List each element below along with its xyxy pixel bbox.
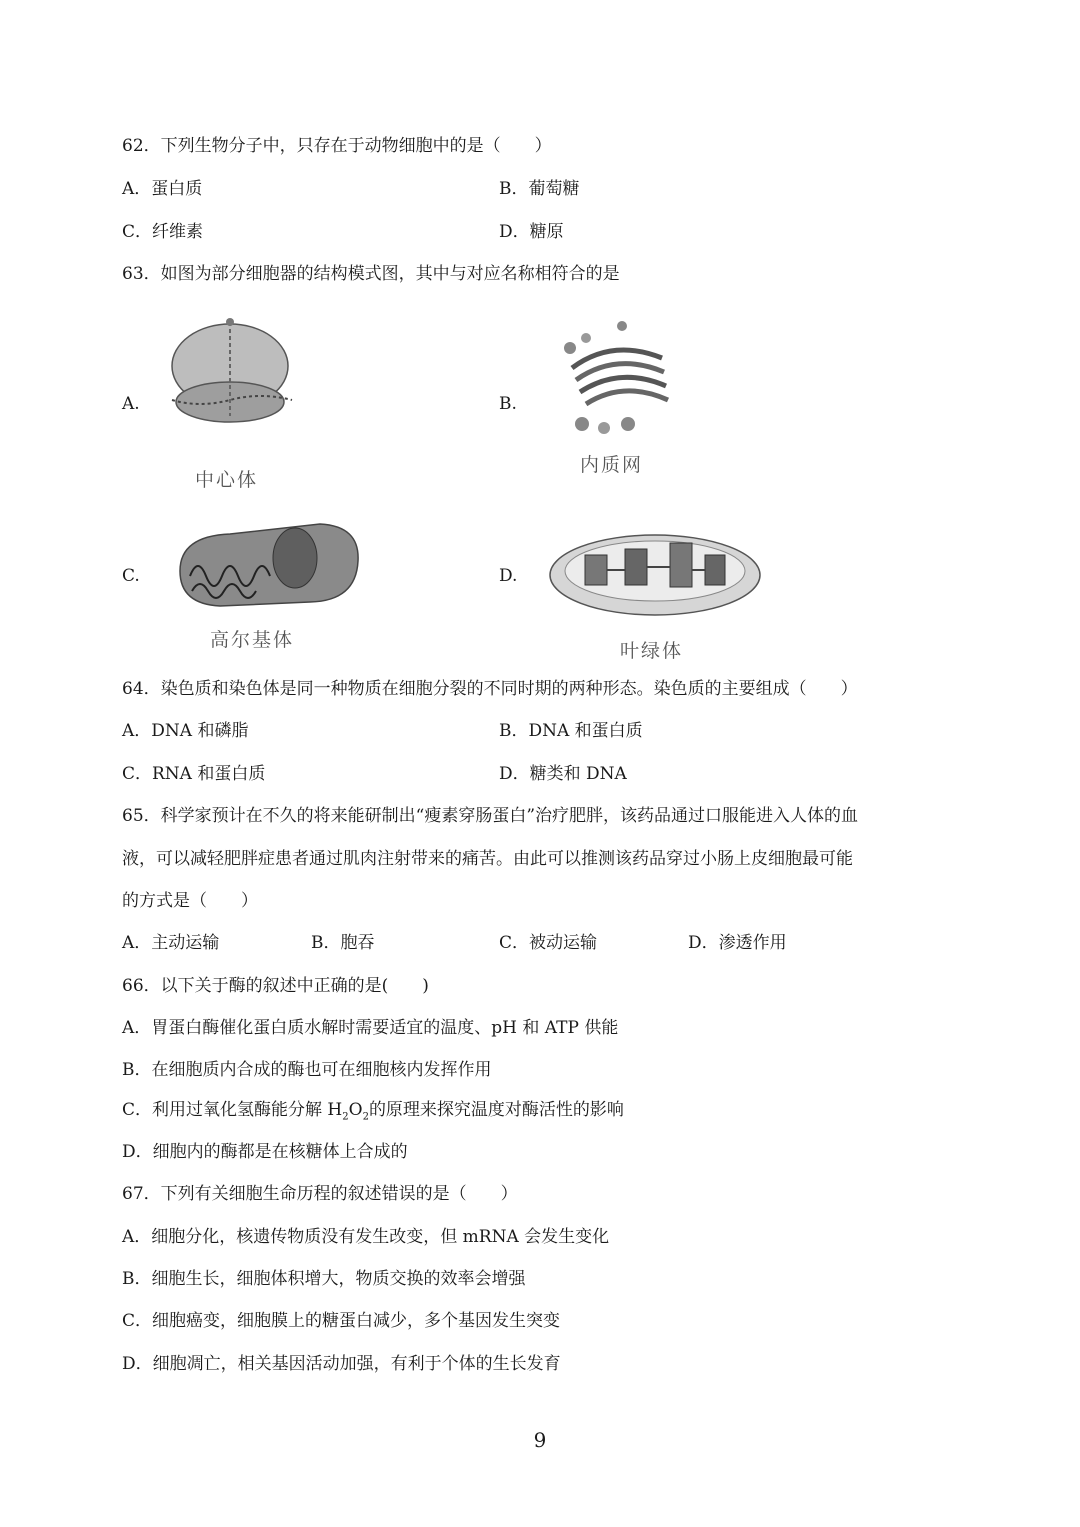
q66-option-c: C．利用过氧化氢酶能分解 $H_2O_2$的原理来探究温度对酶活性的影响 xyxy=(122,1100,624,1123)
q64-stem: 64．染色质和染色体是同一种物质在细胞分裂的不同时期的两种形态。染色质的主要组成（ ） xyxy=(122,679,858,699)
figure-a-ribosome xyxy=(160,316,300,426)
q67-option-d: D．细胞凋亡，相关基因活动加强，有利于个体的生长发育 xyxy=(122,1354,561,1374)
q64-option-d: D．糖类和 DNA xyxy=(499,764,627,784)
q64-option-a: A．DNA 和磷脂 xyxy=(122,721,249,741)
q65-option-a: A．主动运输 xyxy=(122,933,220,953)
q66-option-b: B．在细胞质内合成的酶也可在细胞核内发挥作用 xyxy=(122,1060,492,1080)
q63-option-a-label: A. xyxy=(122,394,140,414)
q64-option-c: C．RNA 和蛋白质 xyxy=(122,764,266,784)
q65-stem-line2: 液，可以减轻肥胖症患者通过肌肉注射带来的痛苦。由此可以推测该药品穿过小肠上皮细胞最可能 xyxy=(122,849,853,869)
q65-stem-line1: 65．科学家预计在不久的将来能研制出“瘦素穿肠蛋白”治疗肥胖，该药品通过口服能进入人体的血 xyxy=(122,806,859,826)
q62-option-c: C．纤维素 xyxy=(122,222,204,242)
page-number: 9 xyxy=(533,1428,547,1452)
q65-option-d: D．渗透作用 xyxy=(688,933,787,953)
q63-option-c-label: C. xyxy=(122,566,140,586)
q66-option-a: A．胃蛋白酶催化蛋白质水解时需要适宜的温度、pH 和 ATP 供能 xyxy=(122,1018,619,1038)
figure-c-caption: 高尔基体 xyxy=(210,629,295,651)
q63-option-b-label: B. xyxy=(499,394,517,414)
q62-option-a: A．蛋白质 xyxy=(122,179,203,199)
q66-option-d: D．细胞内的酶都是在核糖体上合成的 xyxy=(122,1142,408,1162)
q67-option-b: B．细胞生长，细胞体积增大，物质交换的效率会增强 xyxy=(122,1269,526,1289)
q62-option-d: D．糖原 xyxy=(499,222,564,242)
figure-d-caption: 叶绿体 xyxy=(620,640,684,662)
figure-a-caption: 中心体 xyxy=(195,469,259,491)
q65-stem-line3: 的方式是（ ） xyxy=(122,891,258,911)
q65-option-b: B．胞吞 xyxy=(311,933,375,953)
q67-option-a: A．细胞分化，核遗传物质没有发生改变，但 mRNA 会发生变化 xyxy=(122,1227,610,1247)
q62-stem: 62．下列生物分子中，只存在于动物细胞中的是（ ） xyxy=(122,136,552,156)
q64-option-b: B．DNA 和蛋白质 xyxy=(499,721,643,741)
q65-option-c: C．被动运输 xyxy=(499,933,598,953)
figure-d-chloroplast xyxy=(545,515,775,630)
q66-stem: 66．以下关于酶的叙述中正确的是( ) xyxy=(122,976,429,996)
q67-option-c: C．细胞癌变，细胞膜上的糖蛋白减少，多个基因发生突变 xyxy=(122,1311,561,1331)
q63-stem: 63．如图为部分细胞器的结构模式图，其中与对应名称相符合的是 xyxy=(122,264,620,284)
figure-c-mitochondrion xyxy=(170,516,370,611)
figure-b-golgi xyxy=(552,318,682,438)
q62-option-b: B．葡萄糖 xyxy=(499,179,580,199)
q63-option-d-label: D. xyxy=(499,566,518,586)
figure-b-caption: 内质网 xyxy=(580,454,644,476)
q67-stem: 67．下列有关细胞生命历程的叙述错误的是（ ） xyxy=(122,1184,518,1204)
